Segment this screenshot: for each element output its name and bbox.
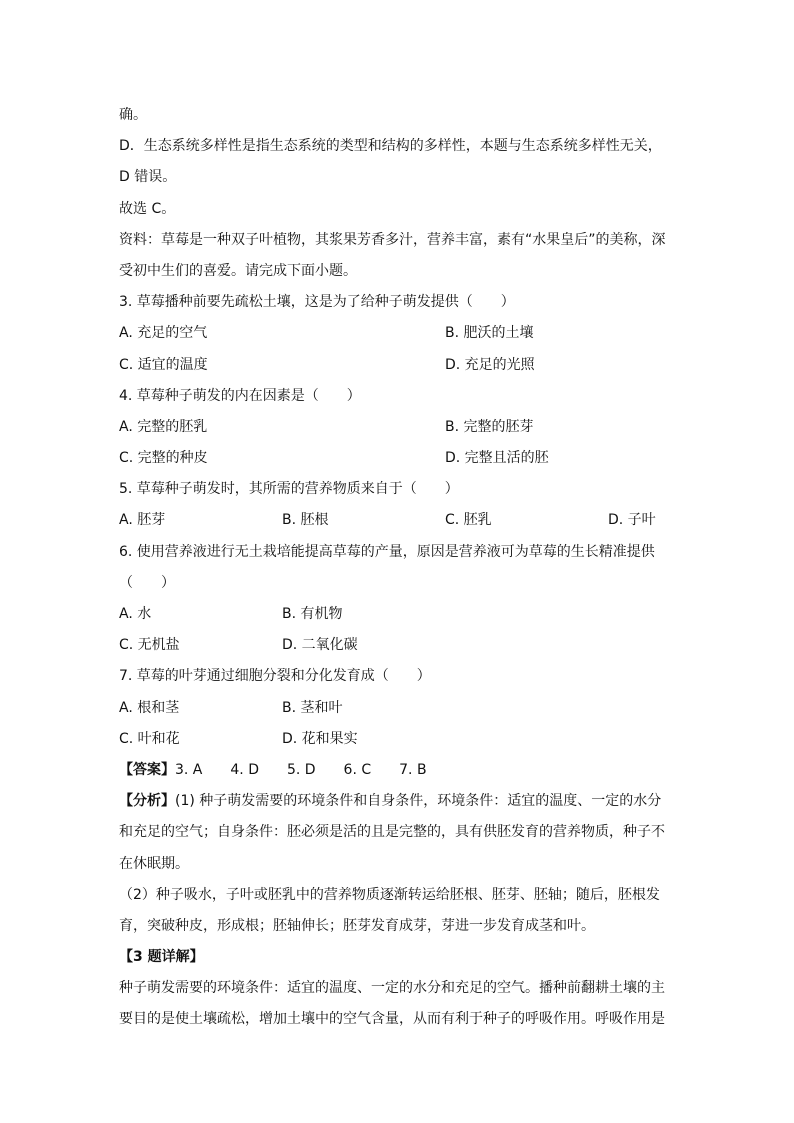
options-row	[119, 350, 679, 381]
options-row	[119, 318, 679, 349]
material-text: 受初中生们的喜爱。请完成下面小题。	[119, 262, 357, 279]
option-d: D. 子叶	[608, 512, 656, 529]
option-c: C. 完整的种皮	[119, 450, 208, 467]
paragraph-line: 故选 C。	[119, 200, 176, 217]
option-c: C. 胚乳	[445, 512, 492, 529]
option-a: A. 根和茎	[119, 699, 180, 716]
paragraph-line: D．生态系统多样性是指生态系统的类型和结构的多样性，本题与生态系统多样性无关，	[119, 138, 662, 155]
detail-heading: 【3 题详解】	[119, 949, 204, 966]
options-row	[119, 630, 679, 661]
option-b: B. 完整的胚芽	[445, 418, 534, 435]
answer-label: 【答案】	[119, 761, 175, 778]
analysis-line: 育，突破种皮，形成根；胚轴伸长；胚芽发育成芽，芽进一步发育成茎和叶。	[119, 917, 595, 934]
option-b: B. 有机物	[282, 606, 343, 622]
option-c: C. 无机盐	[119, 637, 180, 654]
analysis-text: (1) 种子萌发需要的环境条件和自身条件，环境条件：适宜的温度、一定的水分	[175, 793, 662, 810]
option-a: A. 胚芽	[119, 512, 166, 529]
answer-line	[119, 755, 679, 786]
option-d: D. 完整且活的胚	[445, 450, 549, 467]
analysis-line: 在休眠期。	[119, 855, 189, 872]
option-c: C. 叶和花	[119, 730, 180, 747]
page-content	[119, 100, 679, 1036]
option-a: A. 完整的胚乳	[119, 418, 208, 435]
options-row	[119, 443, 679, 474]
option-a: A. 水	[119, 606, 152, 622]
paragraph-line: D 错误。	[119, 169, 177, 186]
question-stem-4: 4. 草莓种子萌发的内在因素是（ ）	[119, 387, 361, 404]
paragraph-line: 确。	[119, 107, 147, 123]
question-stem-5: 5. 草莓种子萌发时，其所需的营养物质来自于（ ）	[119, 481, 459, 498]
analysis-line	[119, 786, 679, 817]
options-row	[119, 412, 679, 443]
option-b: B. 肥沃的土壤	[445, 325, 534, 342]
analysis-line: （2）种子吸水，子叶或胚乳中的营养物质逐渐转运给胚根、胚芽、胚轴；随后，胚根发	[119, 886, 660, 903]
answer-text: 3. A 4. D 5. D 6. C 7. B	[175, 761, 427, 778]
option-a: A. 充足的空气	[119, 325, 208, 342]
question-stem-6: 6. 使用营养液进行无土栽培能提高草莓的产量，原因是营养液可为草莓的生长精准提供	[119, 543, 655, 560]
analysis-label: 【分析】	[119, 793, 175, 810]
question-stem-3: 3. 草莓播种前要先疏松土壤，这是为了给种子萌发提供（ ）	[119, 294, 515, 311]
analysis-line: 和充足的空气；自身条件：胚必须是活的且是完整的，具有供胚发育的营养物质，种子不	[119, 824, 665, 841]
question-stem-7: 7. 草莓的叶芽通过细胞分裂和分化发育成（ ）	[119, 668, 431, 685]
option-d: D. 二氧化碳	[282, 637, 358, 654]
option-d: D. 花和果实	[282, 730, 358, 747]
options-row	[119, 505, 679, 536]
option-c: C. 适宜的温度	[119, 356, 208, 373]
option-b: B. 胚根	[282, 512, 329, 529]
options-row	[119, 693, 679, 724]
option-b: B. 茎和叶	[282, 699, 343, 716]
material-text: 资料：草莓是一种双子叶植物，其浆果芳香多汁，营养丰富，素有“水果皇后”的美称，深	[119, 231, 666, 248]
question-stem-6-cont: （ ）	[119, 574, 175, 591]
options-row	[119, 599, 679, 630]
option-d: D. 充足的光照	[445, 356, 535, 373]
detail-line: 要目的是使土壤疏松，增加土壤中的空气含量，从而有利于种子的呼吸作用。呼吸作用是	[119, 1011, 665, 1028]
detail-line: 种子萌发需要的环境条件：适宜的温度、一定的水分和充足的空气。播种前翻耕土壤的主	[119, 980, 665, 997]
options-row	[119, 724, 679, 755]
